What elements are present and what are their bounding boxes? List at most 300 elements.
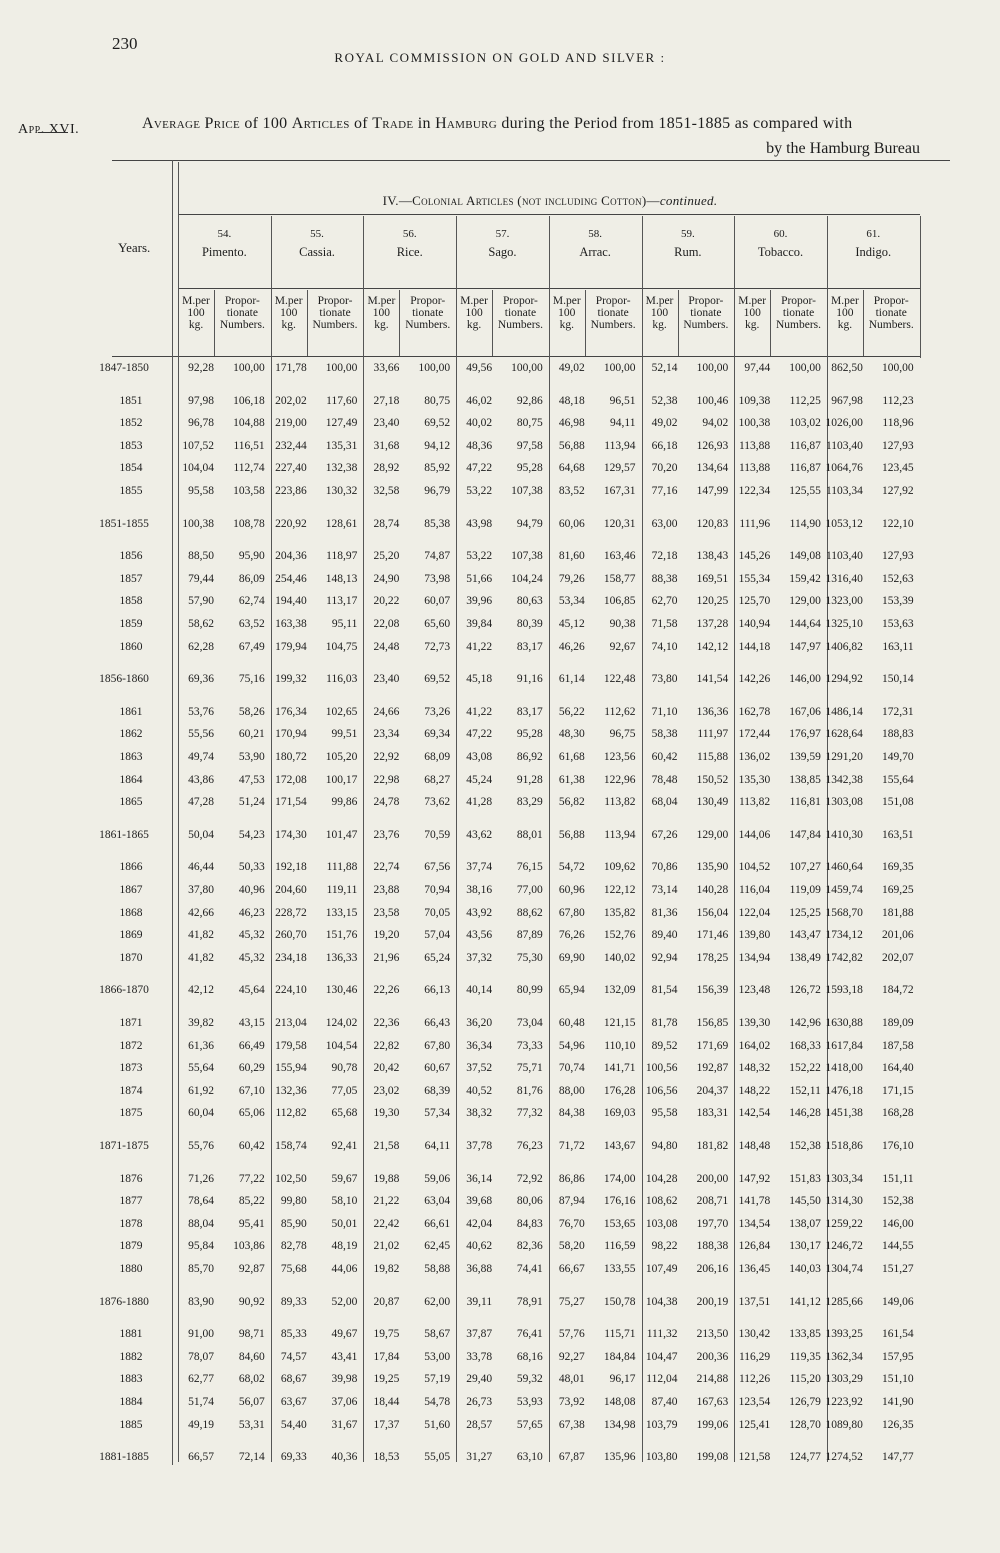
sub-header-line: tionate — [504, 307, 537, 319]
article-number: 57. — [495, 228, 510, 240]
year-label: 1868 — [119, 906, 143, 919]
sub-header-proportionate — [678, 295, 735, 331]
table-cell: 100,46 — [696, 394, 729, 407]
table-cell: 1593,18 — [825, 984, 863, 997]
table-cell: 123,45 — [881, 462, 914, 475]
table-cell: 103,58 — [233, 485, 265, 497]
table-cell: 18,44 — [373, 1396, 400, 1408]
table-cell: 108,78 — [233, 517, 265, 530]
table-cell: 98,71 — [238, 1328, 265, 1341]
table-cell: 43,92 — [466, 906, 493, 919]
table-cell: 155,94 — [275, 1062, 307, 1075]
table-cell: 61,68 — [558, 751, 585, 763]
table-cell: 202,07 — [881, 951, 914, 964]
table-cell: 29,40 — [466, 1373, 493, 1386]
table-cell: 111,88 — [326, 861, 358, 874]
year-label: 1873 — [119, 1062, 143, 1075]
table-cell: 1103,34 — [825, 485, 863, 497]
table-cell: 111,97 — [697, 728, 729, 741]
table-cell: 59,67 — [331, 1172, 358, 1185]
table-cell: 36,20 — [466, 1017, 493, 1029]
table-cell: 227,40 — [275, 462, 307, 475]
table-cell: 122,48 — [603, 673, 636, 686]
table-cell: 138,43 — [696, 550, 729, 563]
sub-header-price — [734, 295, 770, 331]
table-cell: 19,75 — [373, 1328, 400, 1341]
table-cell: 60,21 — [238, 728, 265, 741]
table-cell: 113,88 — [738, 439, 771, 452]
table-cell: 134,64 — [696, 462, 729, 475]
table-cell: 41,82 — [188, 929, 214, 942]
sub-header-line: tionate — [319, 307, 351, 319]
table-cell: 95,28 — [516, 462, 543, 475]
table-cell: 178,25 — [696, 951, 729, 964]
table-cell: 84,83 — [516, 1217, 543, 1230]
table-cell: 147,84 — [789, 828, 821, 841]
sub-header-line: kg. — [745, 319, 760, 331]
table-cell: 254,46 — [275, 572, 307, 585]
table-cell: 133,55 — [603, 1263, 636, 1275]
table-cell: 183,31 — [696, 1107, 729, 1120]
table-cell: 42,04 — [466, 1217, 493, 1230]
table-cell: 137,28 — [696, 618, 729, 630]
table-cell: 23,76 — [373, 828, 400, 841]
table-cell: 49,02 — [651, 417, 678, 430]
article-header — [178, 226, 271, 260]
table-cell: 1291,20 — [825, 751, 863, 763]
table-cell: 60,07 — [424, 595, 451, 608]
table-cell: 116,29 — [738, 1350, 771, 1363]
table-cell: 122,34 — [738, 485, 771, 497]
table-cell: 94,79 — [516, 517, 543, 530]
group-title-text: IV.—Colonial Articles (not including Cotton)— — [382, 193, 660, 208]
table-cell: 197,70 — [696, 1217, 729, 1230]
table-cell: 22,42 — [373, 1217, 400, 1230]
table-cell: 1223,92 — [825, 1396, 863, 1408]
table-cell: 23,40 — [373, 417, 400, 430]
table-cell: 189,09 — [881, 1017, 914, 1029]
table-cell: 81,54 — [651, 984, 678, 997]
table-cell: 20,22 — [373, 595, 400, 608]
table-cell: 91,28 — [516, 773, 543, 786]
table-cell: 89,33 — [280, 1295, 307, 1308]
table-cell: 47,22 — [466, 728, 493, 741]
table-cell: 111,32 — [646, 1328, 678, 1341]
table-cell: 52,00 — [331, 1295, 358, 1308]
table-cell: 100,17 — [325, 773, 358, 786]
table-cell: 48,36 — [466, 439, 493, 452]
table-cell: 1026,00 — [825, 417, 863, 430]
table-cell: 1303,29 — [825, 1373, 863, 1386]
table-cell: 27,18 — [373, 394, 400, 407]
article-name: Pimento. — [201, 245, 247, 259]
table-cell: 156,39 — [696, 984, 729, 997]
table-cell: 1064,76 — [825, 462, 863, 475]
sub-header-line: kg. — [374, 319, 389, 331]
year-label: 1881 — [119, 1328, 143, 1341]
table-cell: 95,58 — [188, 485, 214, 497]
table-cell: 171,69 — [696, 1039, 729, 1052]
table-cell: 162,78 — [738, 705, 771, 718]
table-cell: 92,87 — [238, 1263, 265, 1275]
table-cell: 142,12 — [696, 640, 729, 653]
table-cell: 124,02 — [325, 1017, 358, 1029]
table-cell: 72,18 — [651, 550, 678, 563]
table-cell: 151,83 — [789, 1172, 821, 1185]
table-cell: 39,82 — [188, 1017, 214, 1029]
table-cell: 88,50 — [188, 550, 214, 563]
year-label: 1876 — [119, 1172, 143, 1185]
table-cell: 139,59 — [789, 751, 821, 763]
table-cell: 68,67 — [280, 1373, 307, 1386]
table-cell: 37,52 — [466, 1062, 493, 1075]
table-cell: 112,82 — [275, 1107, 307, 1120]
table-cell: 62,45 — [424, 1240, 451, 1253]
table-cell: 148,22 — [738, 1084, 771, 1097]
article-name: Rice. — [396, 245, 423, 259]
sub-header-line: Propor- — [781, 295, 816, 307]
table-cell: 43,41 — [331, 1350, 358, 1363]
table-cell: 234,18 — [275, 951, 307, 964]
table-cell: 85,90 — [280, 1217, 307, 1230]
table-cell: 148,48 — [738, 1140, 771, 1152]
table-cell: 1103,40 — [825, 550, 863, 563]
table-cell: 73,04 — [516, 1017, 543, 1029]
article-header — [271, 226, 364, 260]
table-cell: 125,41 — [738, 1418, 771, 1431]
table-cell: 73,26 — [424, 705, 451, 718]
table-cell: 73,98 — [424, 572, 451, 585]
table-cell: 121,15 — [603, 1017, 636, 1029]
table-cell: 102,50 — [275, 1172, 307, 1185]
group-title-continued: continued. — [659, 193, 718, 208]
table-cell: 53,90 — [238, 751, 265, 763]
table-cell: 187,58 — [881, 1039, 914, 1052]
sub-header-price — [549, 295, 585, 331]
table-cell: 111,96 — [739, 517, 771, 530]
table-cell: 87,94 — [558, 1195, 585, 1208]
table-cell: 23,34 — [373, 728, 400, 741]
table-cell: 96,79 — [424, 485, 451, 497]
table-cell: 49,19 — [188, 1418, 214, 1431]
table-cell: 75,68 — [280, 1263, 307, 1275]
table-cell: 62,70 — [651, 595, 678, 608]
table-cell: 90,78 — [331, 1062, 358, 1075]
table-cell: 22,98 — [373, 773, 400, 786]
table-cell: 112,25 — [789, 394, 821, 407]
table-cell: 184,84 — [603, 1350, 636, 1363]
table-cell: 68,02 — [238, 1373, 265, 1386]
year-label: 1884 — [119, 1396, 143, 1408]
group-title — [180, 193, 920, 209]
table-cell: 104,04 — [182, 462, 214, 475]
table-cell: 62,77 — [188, 1373, 214, 1386]
table-cell: 116,87 — [789, 462, 821, 475]
table-cell: 96,17 — [609, 1373, 636, 1386]
table-cell: 122,10 — [881, 517, 914, 530]
table-cell: 77,05 — [331, 1084, 358, 1097]
table-cell: 125,70 — [738, 595, 771, 608]
rule-top — [112, 160, 950, 161]
table-cell: 144,55 — [881, 1240, 914, 1253]
table-cell: 127,92 — [881, 485, 914, 497]
table-cell: 72,92 — [516, 1172, 543, 1185]
table-cell: 126,93 — [696, 439, 729, 452]
table-cell: 150,78 — [603, 1295, 636, 1308]
table-cell: 103,79 — [645, 1418, 678, 1431]
table-cell: 201,06 — [881, 929, 914, 942]
table-cell: 132,36 — [275, 1084, 307, 1097]
table-cell: 188,83 — [881, 728, 914, 741]
table-cell: 62,00 — [424, 1295, 451, 1308]
article-header — [642, 226, 735, 260]
table-cell: 24,66 — [373, 705, 400, 718]
table-cell: 1325,10 — [825, 618, 863, 630]
sub-header-line: Numbers. — [219, 319, 265, 331]
table-cell: 36,88 — [466, 1263, 493, 1275]
table-cell: 59,06 — [424, 1172, 451, 1185]
table-cell: 114,90 — [789, 517, 821, 530]
table-cell: 17,37 — [373, 1418, 400, 1431]
table-cell: 70,86 — [651, 861, 678, 874]
table-cell: 68,16 — [516, 1350, 543, 1363]
table-cell: 80,63 — [516, 595, 543, 608]
title-part: of 100 — [240, 115, 292, 132]
sub-header-proportionate — [214, 295, 271, 331]
table-cell: 97,44 — [744, 362, 771, 374]
table-cell: 68,04 — [651, 796, 678, 809]
table-cell: 65,60 — [424, 618, 451, 630]
table-cell: 112,26 — [738, 1373, 771, 1386]
table-cell: 76,26 — [558, 929, 585, 942]
table-cell: 176,16 — [603, 1195, 636, 1208]
table-cell: 58,38 — [651, 728, 678, 741]
table-cell: 110,10 — [604, 1039, 636, 1052]
table-cell: 88,62 — [516, 906, 543, 919]
table-cell: 967,98 — [831, 394, 863, 407]
table-cell: 46,23 — [238, 906, 265, 919]
table-cell: 23,40 — [373, 673, 400, 686]
table-cell: 100,00 — [511, 362, 543, 374]
table-cell: 112,23 — [882, 394, 914, 407]
table-cell: 1568,70 — [825, 906, 863, 919]
table-cell: 88,01 — [516, 828, 543, 841]
table-cell: 67,80 — [424, 1039, 451, 1052]
sub-header-proportionate — [863, 295, 920, 331]
article-name: Tobacco. — [757, 245, 804, 259]
table-cell: 37,32 — [466, 951, 493, 964]
table-cell: 142,26 — [738, 673, 771, 686]
table-cell: 1323,00 — [825, 595, 863, 608]
table-cell: 48,30 — [558, 728, 585, 741]
table-cell: 78,64 — [188, 1195, 214, 1208]
table-cell: 69,36 — [188, 673, 214, 686]
table-cell: 46,44 — [188, 861, 214, 874]
table-cell: 135,96 — [603, 1451, 636, 1464]
table-cell: 95,90 — [238, 550, 265, 563]
year-label: 1867 — [119, 884, 143, 896]
table-cell: 71,58 — [651, 618, 678, 630]
table-cell: 49,56 — [466, 362, 493, 374]
table-cell: 54,40 — [280, 1418, 307, 1431]
title-part: Hamburg — [435, 115, 498, 132]
table-cell: 167,63 — [696, 1396, 729, 1408]
table-cell: 88,00 — [558, 1084, 585, 1097]
table-cell: 169,51 — [696, 572, 729, 585]
table-cell: 171,54 — [275, 796, 307, 809]
table-cell: 134,94 — [738, 951, 771, 964]
table-cell: 100,00 — [233, 362, 265, 374]
table-cell: 96,51 — [609, 394, 636, 407]
table-cell: 60,42 — [238, 1140, 265, 1152]
table-cell: 54,23 — [238, 828, 265, 841]
table-cell: 80,75 — [516, 417, 543, 430]
year-label: 1871 — [119, 1017, 143, 1029]
table-cell: 202,02 — [275, 394, 307, 407]
table-cell: 144,64 — [789, 618, 821, 630]
table-cell: 20,42 — [373, 1062, 400, 1075]
year-label: 1878 — [119, 1217, 143, 1230]
table-cell: 49,67 — [331, 1328, 358, 1341]
table-cell: 24,90 — [373, 572, 400, 585]
table-cell: 40,52 — [466, 1084, 493, 1097]
sub-header-line: kg. — [837, 319, 853, 331]
table-cell: 37,06 — [331, 1396, 358, 1408]
table-cell: 66,18 — [651, 439, 678, 452]
table-cell: 65,24 — [424, 951, 451, 964]
table-cell: 220,92 — [275, 517, 307, 530]
table-cell: 208,71 — [696, 1195, 729, 1208]
table-cell: 123,56 — [603, 751, 636, 763]
table-cell: 67,38 — [558, 1418, 585, 1431]
table-cell: 103,80 — [645, 1451, 678, 1464]
year-label: 1860 — [119, 640, 143, 653]
table-cell: 36,34 — [466, 1039, 493, 1052]
sub-header-line: tionate — [412, 307, 444, 319]
table-cell: 83,29 — [516, 796, 543, 809]
table-cell: 122,96 — [603, 773, 636, 786]
title-part: in — [413, 115, 436, 132]
table-cell: 89,40 — [651, 929, 678, 942]
table-cell: 157,95 — [881, 1350, 914, 1363]
sub-header-line: Numbers. — [312, 319, 358, 331]
table-cell: 148,13 — [325, 572, 358, 585]
table-cell: 192,18 — [275, 861, 307, 874]
table-cell: 103,02 — [789, 417, 821, 430]
table-cell: 74,10 — [651, 640, 678, 653]
table-cell: 17,84 — [373, 1350, 400, 1363]
table-cell: 153,65 — [603, 1217, 636, 1230]
table-cell: 129,00 — [696, 828, 729, 841]
table-cell: 152,38 — [881, 1195, 914, 1208]
table-cell: 155,34 — [738, 572, 771, 585]
table-cell: 92,67 — [609, 640, 636, 653]
table-cell: 94,80 — [651, 1140, 678, 1152]
table-cell: 176,97 — [789, 728, 821, 741]
table-cell: 204,60 — [275, 884, 307, 896]
table-cell: 116,59 — [604, 1240, 636, 1253]
table-cell: 147,92 — [738, 1172, 771, 1185]
table-cell: 94,12 — [424, 439, 451, 452]
table-cell: 78,48 — [651, 773, 678, 786]
table-cell: 62,28 — [188, 640, 214, 653]
table-cell: 106,56 — [645, 1084, 678, 1097]
table-cell: 118,96 — [882, 417, 914, 430]
sub-header-line: tionate — [875, 307, 907, 319]
table-cell: 26,73 — [466, 1396, 493, 1408]
table-cell: 67,87 — [558, 1451, 585, 1464]
table-cell: 80,39 — [516, 618, 543, 630]
table-cell: 171,78 — [275, 362, 307, 374]
table-cell: 141,71 — [603, 1062, 636, 1075]
table-cell: 66,13 — [424, 984, 451, 997]
table-cell: 141,78 — [738, 1195, 771, 1208]
table-cell: 123,48 — [738, 984, 771, 997]
year-label: 1866 — [119, 861, 143, 874]
table-cell: 73,80 — [651, 673, 678, 686]
table-cell: 171,46 — [696, 929, 729, 942]
table-cell: 80,75 — [424, 394, 451, 407]
table-cell: 87,89 — [516, 929, 543, 942]
table-cell: 107,27 — [789, 861, 821, 874]
table-cell: 74,57 — [280, 1350, 307, 1363]
table-cell: 144,06 — [738, 828, 771, 841]
table-cell: 61,36 — [188, 1039, 214, 1052]
table-cell: 60,29 — [238, 1062, 265, 1075]
table-cell: 71,10 — [651, 705, 678, 718]
table-cell: 1314,30 — [825, 1195, 863, 1208]
table-cell: 43,08 — [466, 751, 493, 763]
table-cell: 83,52 — [558, 485, 585, 497]
sub-header-line: M.per — [645, 295, 674, 307]
table-cell: 69,34 — [424, 728, 451, 741]
table-cell: 115,20 — [789, 1373, 821, 1386]
table-cell: 188,38 — [696, 1240, 729, 1253]
table-cell: 118,97 — [326, 550, 358, 563]
table-cell: 132,38 — [325, 462, 358, 475]
table-cell: 84,38 — [558, 1107, 585, 1120]
table-cell: 85,70 — [188, 1263, 214, 1275]
table-cell: 156,04 — [696, 906, 729, 919]
table-cell: 69,52 — [424, 673, 451, 686]
table-cell: 1410,30 — [825, 828, 863, 841]
table-cell: 63,10 — [516, 1451, 543, 1464]
table-cell: 113,82 — [604, 796, 636, 809]
table-cell: 28,74 — [373, 517, 400, 530]
table-cell: 22,36 — [373, 1017, 400, 1029]
table-cell: 1362,34 — [825, 1350, 863, 1363]
article-header — [363, 226, 456, 260]
table-cell: 109,38 — [738, 394, 771, 407]
table-cell: 130,32 — [325, 485, 358, 497]
table-cell: 81,78 — [651, 1017, 678, 1029]
sub-header-line: tionate — [782, 307, 815, 319]
table-cell: 152,11 — [789, 1084, 821, 1097]
table-cell: 61,38 — [558, 773, 585, 786]
article-number: 55. — [310, 228, 324, 240]
article-header — [827, 226, 920, 260]
table-cell: 75,27 — [558, 1295, 585, 1308]
table-cell: 1089,80 — [825, 1418, 863, 1431]
table-cell: 152,63 — [881, 572, 914, 585]
sub-header-line: M.per — [460, 295, 488, 307]
table-cell: 54,78 — [424, 1396, 451, 1408]
table-cell: 141,90 — [881, 1396, 914, 1408]
table-cell: 98,22 — [651, 1240, 678, 1253]
table-cell: 81,76 — [516, 1084, 543, 1097]
year-label: 1847-1850 — [99, 362, 149, 374]
table-cell: 146,00 — [789, 673, 821, 686]
